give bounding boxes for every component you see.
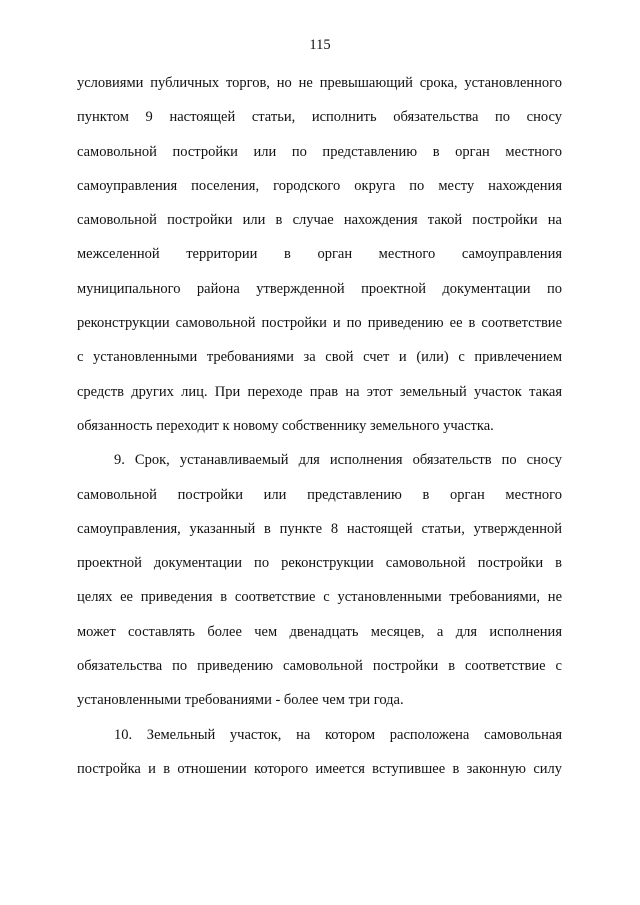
text-line: межселенной территории в орган местного самоуправления — [77, 246, 562, 263]
text-line: муниципального района утвержденной проектной документации по — [77, 280, 562, 297]
paragraph-item-10 — [77, 718, 562, 787]
text-line: целях ее приведения в соответствие с установленными требованиями, не — [77, 589, 562, 606]
document-body — [77, 66, 562, 786]
text-line: средств других лиц. При переходе прав на этот земельный участок такая — [77, 383, 562, 400]
page-number: 115 — [309, 37, 331, 53]
text-line: самовольной постройки или в случае нахождения такой постройки на — [77, 212, 562, 229]
text-line: 9. Срок, устанавливаемый для исполнения обязательств по сносу — [114, 452, 562, 469]
text-line: обязательства по приведению самовольной постройки в соответствие с — [77, 658, 562, 675]
text-line: может составлять более чем двенадцать месяцев, а для исполнения — [77, 623, 562, 640]
text-line: 10. Земельный участок, на котором расположена самовольная — [114, 726, 562, 743]
text-line: самовольной постройки или по представлению в орган местного — [77, 143, 562, 160]
text-line: пунктом 9 настоящей статьи, исполнить обязательства по сносу — [77, 109, 562, 126]
text-line: реконструкции самовольной постройки и по приведению ее в соответствие — [77, 315, 562, 332]
text-line: с установленными требованиями за свой счет и (или) с привлечением — [77, 349, 562, 366]
text-line: условиями публичных торгов, но не превышающий срока, установленного — [77, 75, 562, 91]
text-line: обязанность переходит к новому собственнику земельного участка. — [77, 417, 494, 434]
text-line: проектной документации по реконструкции самовольной постройки в — [77, 555, 562, 572]
text-line: самовольной постройки или представлению в орган местного — [77, 486, 562, 503]
text-line: установленными требованиями - более чем три года. — [77, 692, 404, 709]
text-line: самоуправления поселения, городского округа по месту нахождения — [77, 177, 562, 194]
text-line: постройка и в отношении которого имеется вступившее в законную силу — [77, 760, 562, 777]
text-line: самоуправления, указанный в пункте 8 настоящей статьи, утвержденной — [77, 520, 562, 537]
paragraph-continuation — [77, 66, 562, 443]
paragraph-item-9 — [77, 443, 562, 717]
